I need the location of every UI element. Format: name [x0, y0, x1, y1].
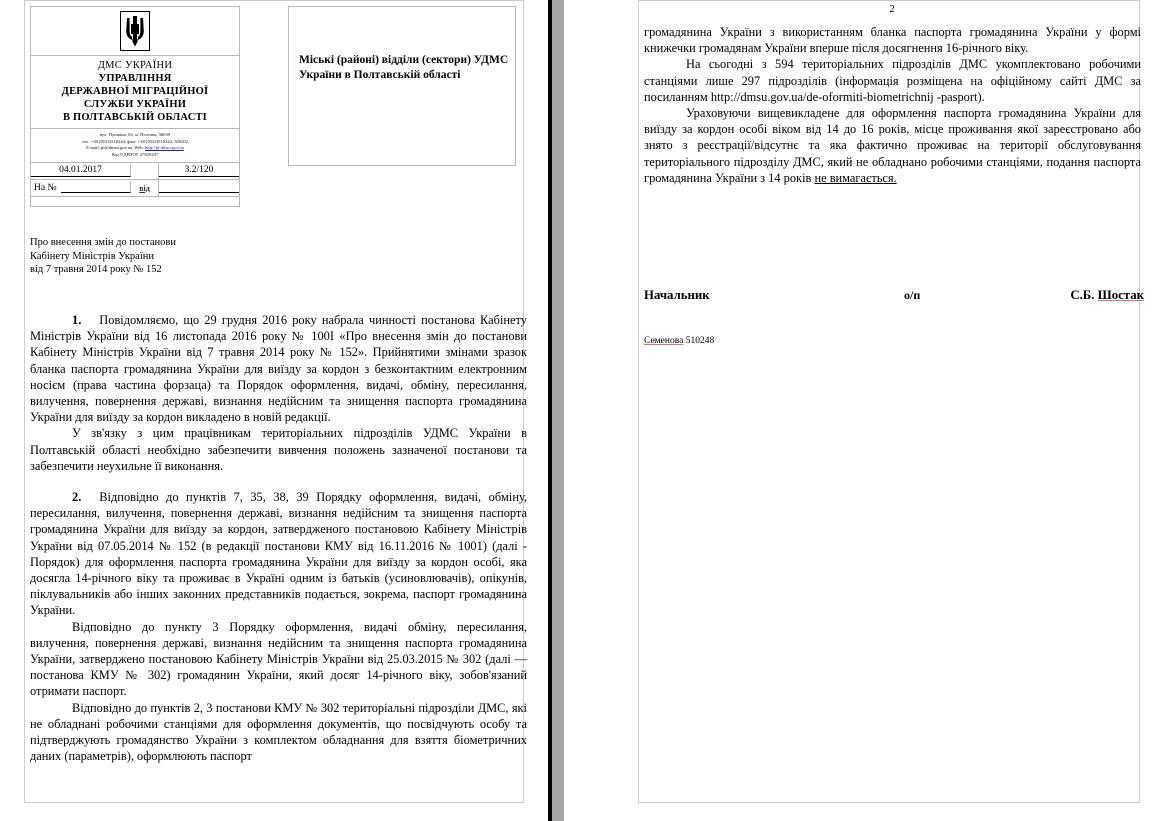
page2-paragraph-2 — [644, 56, 1141, 105]
page-gutter — [530, 0, 630, 821]
organization-name — [31, 56, 239, 129]
org-line-5: В ПОЛТАВСЬКІЙ ОБЛАСТІ — [63, 112, 207, 123]
na-value-field[interactable] — [61, 181, 131, 193]
signatory-initials: С.Б. — [1070, 288, 1095, 302]
page-2-body — [644, 24, 1141, 186]
paragraph-1-text: Повідомляємо, що 29 грудня 2016 року набрала чинності постанова Кабінету Міністрів України від 16 листопада 2016 року № 100I «Про внесення змін до постанови Кабінету Міністрів України від 7 травня 2014 року № 152». Прийнятими змінами зразок бланка паспорта громадянина України для виїзду за кордон з безконтактним електронним носієм (права частина форзаца) та Порядок оформлення, видачі, обміну, пересилання, вилучення, повернення державі, визнання недійсним та знищення паспорта громадянина України для виїзду за кордон викладено в новій редакції. — [30, 313, 527, 425]
date-number-row — [31, 163, 239, 180]
subject-line-3: від 7 травня 2014 року № 152 — [30, 264, 162, 275]
phone-line: тел. +38 (0532)510244, факс +38 (0532)510244, 500202 — [81, 138, 189, 144]
signatory-name — [1034, 288, 1144, 303]
paragraph-3 — [30, 489, 527, 619]
paragraph-5: Відповідно до пунктів 2, 3 постанови КМУ № 302 територіальні підрозділи ДМС, які не обладнані робочими станціями для оформлення документів, що посвідчують особу та підтверджують громадянство України з комплектом обладнання для взяття біометричних даних (параметрів), оформлюють паспорт — [30, 700, 527, 764]
page-number: 2 — [889, 3, 895, 15]
reference-rows — [31, 163, 239, 207]
subject-block — [30, 236, 330, 277]
paragraph-3-number: 2. — [72, 490, 82, 505]
typist-name: Семенова — [644, 336, 684, 346]
web-protocol[interactable]: http:// — [144, 145, 156, 151]
page-1-body — [30, 312, 527, 764]
address-line: вул. Пушкіна, 63, м. Полтава, 36039 — [99, 132, 171, 137]
signatory-surname: Шостак — [1097, 288, 1144, 302]
letterhead-bottom-strip — [31, 196, 239, 207]
org-line-4: СЛУЖБИ УКРАЇНИ — [83, 99, 187, 110]
page2-paragraph-2-before: На сьогодні з 594 територіальних підрозділів ДМС укомплектовано робочими станціями лише 297 підрозділів (інформація розміщена на офіційному сайті ДМС за посиланням — [644, 57, 1141, 104]
edrpou-line: Код ЄДРПОУ 37829297 — [111, 151, 159, 157]
page2-paragraph-3 — [644, 105, 1141, 186]
page2-paragraph-1: громадянина України з використанням бланка паспорта громадянина України у формі книжечки громадянам України вперше після досягнення 16-річного віку. — [644, 25, 1141, 56]
email-label: E-mail: pl@dmsu.gov.ua, Web: — [86, 145, 144, 151]
letterhead — [30, 6, 518, 207]
emblem-cell — [31, 7, 239, 56]
document-page-1 — [0, 0, 530, 821]
signature-block — [644, 288, 1144, 303]
page2-paragraph-2-after: ). — [977, 89, 985, 104]
web-address-link[interactable]: pl.dmsu.gov.ua — [155, 145, 184, 151]
page2-paragraph-3-before: Ураховуючи вищевикладене для оформлення паспорта громадянина України для виїзду за кордон особі віком від 14 до 16 років, місце проживання якої зареєстровано або знято з реєстрації/відсутнє та яка фактично проживає на території обслуговування територіального підрозділу ДМС, який не обладнано робочими станціями, подання паспорта громадянина України з 14 років — [644, 106, 1141, 185]
typist-footer — [644, 336, 714, 346]
org-line-1: ДМС УКРАЇНИ — [97, 60, 173, 71]
signatory-title: Начальник — [644, 288, 710, 302]
typist-phone: 510248 — [685, 336, 715, 346]
subject-line-2: Кабінету Міністрів України — [30, 250, 154, 262]
paragraph-4: Відповідно до пункту 3 Порядку оформлення, видачі обміну, пересилання, вилучення, повернення державі, визнання недійсним та знищення паспорта громадянина України, затверджено постановою Кабінету Міністрів України від 25.03.2015 № 302 (далі — постанова КМУ № 302) громадянин України, який досяг 14-річного віку, зобов'язаний отримати паспорт. — [30, 619, 527, 699]
email-line — [33, 145, 237, 152]
paragraph-1-number: 1. — [72, 313, 82, 327]
document-page-2 — [630, 0, 1154, 821]
page2-paragraph-3-emphasis: не вимагається. — [814, 170, 897, 185]
date-number-divider — [131, 163, 159, 179]
org-line-2: УПРАВЛІННЯ — [98, 73, 172, 84]
vid-label: від — [131, 180, 159, 196]
reply-reference-row — [31, 180, 239, 196]
ukraine-coat-of-arms-trident-icon — [120, 11, 150, 51]
contact-details — [31, 129, 239, 163]
vid-value-field[interactable] — [159, 181, 239, 193]
signature-op-mark: о/п — [904, 288, 921, 302]
paragraph-2: У зв'язку з цим працівникам територіальних підрозділів УДМС України в Полтавській області необхідно забезпечити вивчення положень зазначеної постанови та забезпечити неухильне її виконання. — [30, 426, 527, 473]
subject-line-1: Про внесення змін до постанови — [30, 237, 176, 248]
na-label: На № — [34, 183, 57, 194]
letter-date: 04.01.2017 — [31, 164, 131, 177]
paragraph-1 — [30, 312, 527, 425]
letter-number: 3.2/120 — [159, 164, 239, 177]
letterhead-organization-block — [30, 6, 240, 207]
addressee-block — [288, 6, 516, 166]
org-line-3: ДЕРЖАВНОЇ МІГРАЦІЙНОЇ — [61, 86, 209, 97]
addressee-text: Міські (районі) відділи (сектори) УДМС України в Полтавській області — [299, 54, 509, 81]
dmsu-website-link[interactable]: http://dmsu.gov.ua/de-oformiti-biometrichnij -pasport — [710, 89, 978, 104]
gutter-gray-strip — [552, 0, 564, 821]
paragraph-3-text: Відповідно до пунктів 7, 35, 38, 39 Порядку оформлення, видачі, обміну, пересилання, вилучення, повернення державі, визнання недійсним та знищення паспорта громадянина України для виїзду за кордон, затвердженого постановою Кабінету Міністрів України від 07.05.2014 № 152 (в редакції постанови КМУ від 16.11.2016 № 1001) (далі - Порядок) для оформлення паспорта громадянина України для виїзду за кордон особі, яка досягла 14-річного віку та проживає в Україні одним із батьків (усиновлювачів), опікунів, піклувальників або інших законних представників подається, зокрема, паспорт громадянина України. — [30, 490, 527, 618]
